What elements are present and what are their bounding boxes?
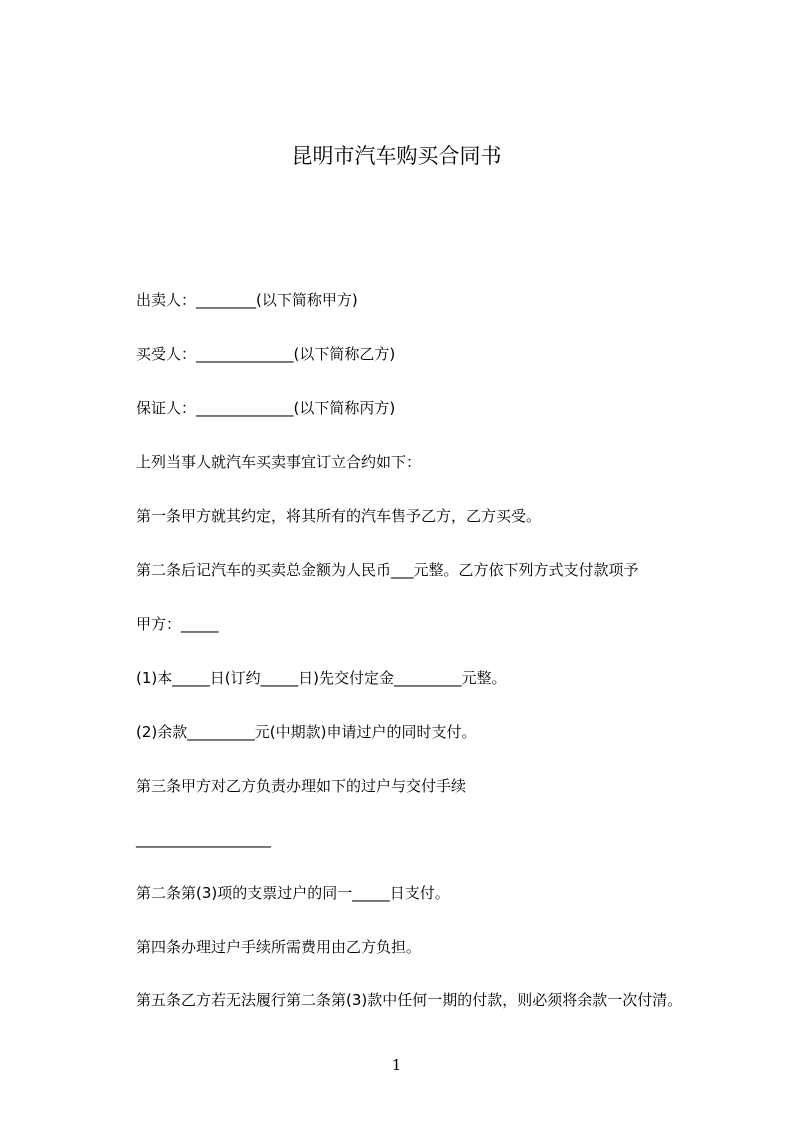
document-title: 昆明市汽车购买合同书 xyxy=(291,144,502,168)
article-2-continued: 甲方：_____ xyxy=(136,615,219,633)
guarantor-line: 保证人：_____________(以下简称丙方) xyxy=(136,399,396,417)
article-4: 第四条办理过户手续所需费用由乙方负担。 xyxy=(136,938,422,956)
payment-item-1: (1)本_____日(订约_____日)先交付定金_________元整。 xyxy=(136,669,507,687)
article-1: 第一条甲方就其约定，将其所有的汽车售予乙方，乙方买受。 xyxy=(136,507,542,525)
article-5: 第五条乙方若无法履行第二条第(3)款中任何一期的付款，则必须将余款一次付清。 xyxy=(136,991,683,1009)
seller-line: 出卖人：________(以下简称甲方) xyxy=(136,291,358,309)
preamble-line: 上列当事人就汽车买卖事宜订立合约如下： xyxy=(136,453,422,471)
article-2-item-3: 第二条第(3)项的支票过户的同一_____日支付。 xyxy=(136,884,450,902)
blank-fill-line: __________________ xyxy=(136,830,271,848)
payment-item-2: (2)余款_________元(中期款)申请过户的同时支付。 xyxy=(136,723,477,741)
page-number: 1 xyxy=(391,1056,402,1074)
article-3: 第三条甲方对乙方负责办理如下的过户与交付手续 xyxy=(136,777,467,795)
article-2: 第二条后记汽车的买卖总金额为人民币___元整。乙方依下列方式支付款项予 xyxy=(136,561,639,579)
buyer-line: 买受人：_____________(以下简称乙方) xyxy=(136,345,396,363)
